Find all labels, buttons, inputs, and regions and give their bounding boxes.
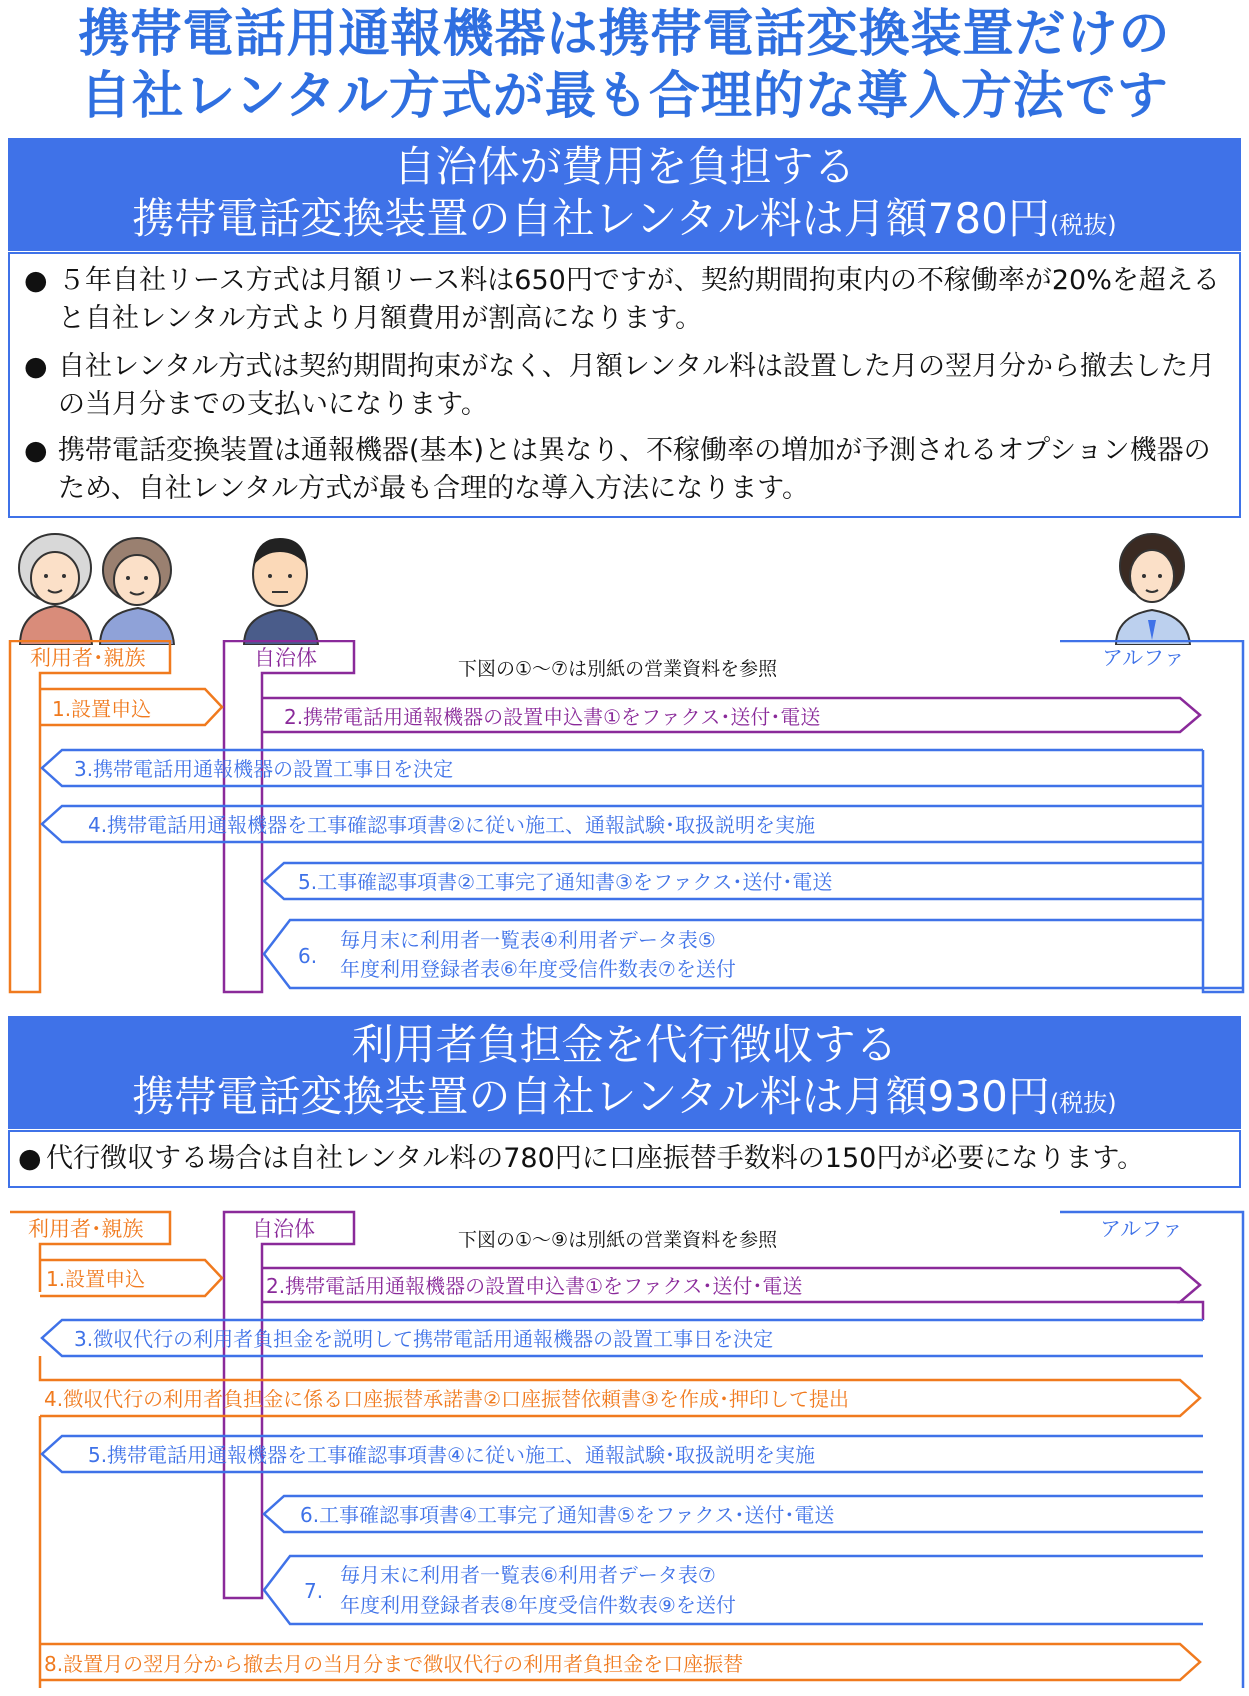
section1-banner bbox=[8, 138, 1241, 251]
lane-alpha-label: アルファ bbox=[1100, 1217, 1183, 1241]
section1-bullet-2: ● 自社レンタル方式は契約期間拘束がなく、月額レンタル料は設置した月の翌月分から撤去した月の当月分までの支払いになります。 bbox=[24, 348, 1234, 424]
lane-user-label: 利用者･親族 bbox=[28, 1217, 144, 1241]
lane-alpha-label: アルファ bbox=[1102, 646, 1185, 670]
section2-banner-note: (税抜) bbox=[1049, 1089, 1117, 1117]
flow2-note: 下図の①～⑨は別紙の営業資料を参照 bbox=[458, 1229, 778, 1251]
section2-banner-line-1: 利用者負担金を代行徴収する bbox=[351, 1020, 898, 1069]
flow1-step-2: 2.携帯電話用通報機器の設置申込書①をファクス･送付･電送 bbox=[284, 705, 821, 729]
flow2-step-1: 1.設置申込 bbox=[46, 1267, 146, 1291]
flow1-step-4: 4.携帯電話用通報機器を工事確認事項書②に従い施工、通報試験･取扱説明を実施 bbox=[88, 813, 816, 837]
flow1-step-6-line-1: 毎月末に利用者一覧表④利用者データ表⑤ bbox=[340, 928, 716, 952]
section2-bullet-box bbox=[8, 1130, 1241, 1188]
section2-bullet-1: ● 代行徴収する場合は自社レンタル料の780円に口座振替手数料の150円が必要になります。 bbox=[18, 1140, 1236, 1178]
elderly-woman-icon bbox=[19, 534, 92, 645]
lane-alpha bbox=[1060, 641, 1243, 992]
section2-banner-line-2: 携帯電話変換装置の自社レンタル料は月額930円 bbox=[132, 1072, 1050, 1121]
flow1-note: 下図の①～⑦は別紙の営業資料を参照 bbox=[458, 658, 778, 680]
lane-alpha bbox=[1060, 1212, 1243, 1688]
alpha-staff-woman-icon bbox=[1116, 534, 1190, 645]
bullet-icon: ● bbox=[24, 351, 48, 382]
flow2-step-7-number: 7. bbox=[304, 1579, 324, 1603]
section1-bullet-1: ● ５年自社リース方式は月額リース料は650円ですが、契約期間拘束内の不稼働率が20%を超えると自社レンタル方式より月額費用が割高になります。 bbox=[24, 262, 1234, 338]
flow1-step-5: 5.工事確認事項書②工事完了通知書③をファクス･送付･電送 bbox=[298, 870, 833, 894]
flow2-step-5: 5.携帯電話用通報機器を工事確認事項書④に従い施工、通報試験･取扱説明を実施 bbox=[88, 1443, 816, 1467]
bullet-icon: ● bbox=[18, 1143, 42, 1174]
flow1-step-1: 1.設置申込 bbox=[52, 697, 152, 721]
flow1-step-3: 3.携帯電話用通報機器の設置工事日を決定 bbox=[74, 757, 454, 781]
flow2-step-3: 3.徴収代行の利用者負担金を説明して携帯電話用通報機器の設置工事日を決定 bbox=[74, 1327, 774, 1351]
people-illustrations bbox=[0, 520, 1249, 645]
section1-bullet-box bbox=[8, 252, 1241, 518]
city-staff-man-icon bbox=[244, 538, 318, 645]
flow2-diagram bbox=[0, 1210, 1249, 1694]
section1-bullet-3: ● 携帯電話変換装置は通報機器(基本)とは異なり、不稼働率の増加が予測されるオプション機器のため、自社レンタル方式が最も合理的な導入方法になります。 bbox=[24, 432, 1234, 508]
section1-banner-line-2: 携帯電話変換装置の自社レンタル料は月額780円 bbox=[132, 194, 1050, 243]
flow2-step-6: 6.工事確認事項書④工事完了通知書⑤をファクス･送付･電送 bbox=[300, 1503, 835, 1527]
section2-banner bbox=[8, 1016, 1241, 1129]
elderly-woman-icon bbox=[100, 538, 174, 645]
lane-city-label: 自治体 bbox=[252, 1217, 315, 1241]
flow1-step-6-line-2: 年度利用登録者表⑥年度受信件数表⑦を送付 bbox=[340, 957, 736, 981]
flow2-step-8: 8.設置月の翌月分から撤去月の当月分まで徴収代行の利用者負担金を口座振替 bbox=[44, 1652, 744, 1676]
flow2-step-4: 4.徴収代行の利用者負担金に係る口座振替承諾書②口座振替依頼書③を作成･押印して提出 bbox=[44, 1387, 849, 1411]
flow2-step-2: 2.携帯電話用通報機器の設置申込書①をファクス･送付･電送 bbox=[266, 1274, 803, 1298]
title-line-2: 自社レンタル方式が最も合理的な導入方法です bbox=[80, 67, 1169, 126]
title-line-1: 携帯電話用通報機器は携帯電話変換装置だけの bbox=[78, 5, 1171, 64]
bullet-icon: ● bbox=[24, 435, 48, 466]
lane-user-label: 利用者･親族 bbox=[30, 646, 146, 670]
bullet-icon: ● bbox=[24, 265, 48, 296]
section1-banner-line-1: 自治体が費用を負担する bbox=[393, 142, 856, 191]
flow1-diagram bbox=[0, 640, 1249, 1000]
flow1-step-6-number: 6. bbox=[298, 944, 318, 968]
flow2-step-7-line-1: 毎月末に利用者一覧表⑥利用者データ表⑦ bbox=[340, 1563, 716, 1587]
flow2-step-7-line-2: 年度利用登録者表⑧年度受信件数表⑨を送付 bbox=[340, 1593, 736, 1617]
section1-banner-note: (税抜) bbox=[1049, 211, 1117, 239]
lane-city-label: 自治体 bbox=[254, 646, 317, 670]
